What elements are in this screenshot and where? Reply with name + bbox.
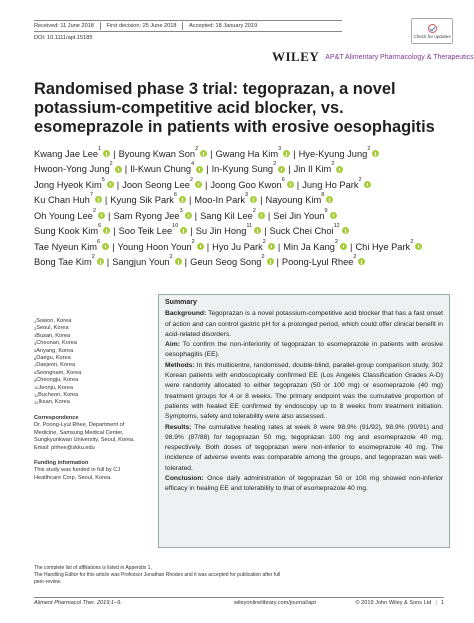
affiliation-item (34, 370, 144, 377)
affiliation-number: 6 (34, 355, 37, 361)
affiliation-item (34, 340, 144, 347)
author (112, 254, 181, 268)
affiliation-marker: 2 (191, 238, 195, 245)
author-separator: | (190, 226, 193, 237)
summary-content (165, 298, 443, 495)
affiliation-number: 3 (34, 333, 37, 339)
affiliation-text: Seoul, Korea (36, 325, 69, 332)
affiliation-marker: 8 (321, 192, 325, 199)
affiliation-marker: 6 (98, 223, 102, 230)
author-separator: | (106, 257, 110, 268)
author (34, 192, 102, 206)
author-name: Tae Nyeun Kim (34, 241, 98, 252)
author-name: Nayoung Kim (265, 195, 322, 206)
author-name: Poong-Lyul Rhee (281, 257, 354, 268)
orcid-icon[interactable] (326, 196, 333, 203)
affiliation-marker: 2 (109, 161, 113, 168)
author (212, 238, 275, 252)
summary-box (158, 294, 450, 548)
background-text: Tegoprazan is a novel potassium-competitive acid blocker that has a fast onset of action and can control gastric pH for a prolonged period, which could offer clinical benefit in acid-related disorders. (165, 310, 443, 338)
article-history-bar (34, 20, 342, 32)
affiliation-number: 10 (34, 385, 39, 391)
affiliation-marker: 6 (281, 176, 285, 183)
author-name: In-Kyung Sung (211, 164, 274, 175)
affiliation-marker: 6 (173, 192, 177, 199)
affiliation-item (34, 385, 144, 392)
author-row (34, 162, 454, 177)
summary-methods (165, 361, 443, 423)
author (293, 161, 344, 175)
affiliation-marker: 2 (367, 146, 371, 152)
orcid-icon[interactable] (340, 243, 347, 250)
author-row (34, 224, 454, 239)
author (113, 207, 191, 221)
summary-conclusion (165, 474, 443, 495)
orcid-icon[interactable] (195, 181, 202, 188)
author-name: Joong Goo Kwon (210, 179, 282, 190)
author-row (34, 255, 454, 270)
orcid-icon[interactable] (330, 212, 337, 219)
orcid-icon[interactable] (258, 212, 265, 219)
affiliation-marker: 2 (189, 176, 193, 183)
page-footer (34, 597, 444, 607)
orcid-icon[interactable] (364, 181, 371, 188)
doi-link[interactable]: DOI: 10.1111/apt.15185 (34, 35, 93, 41)
affiliation-item (34, 318, 144, 325)
author-row (34, 193, 454, 208)
author-name: Hye-Kyung Jung (298, 149, 368, 159)
first-decision-date: First decision: 25 June 2018 (106, 23, 177, 29)
background-label: Background: (165, 310, 207, 318)
affiliation-marker: 2 (195, 146, 199, 152)
citation: Aliment Pharmacol Ther. 2019;1–9. (34, 600, 122, 606)
correspondence-email[interactable]: Email: plrhee@skku.edu (34, 444, 95, 451)
author-separator: | (113, 149, 116, 159)
summary-heading: Summary (165, 299, 197, 306)
author-separator: | (296, 179, 300, 190)
author-name: Chi Hye Park (355, 241, 411, 252)
author-name: Oh Young Lee (34, 210, 93, 221)
affiliation-item (34, 362, 144, 369)
author-name: Sam Ryong Jee (113, 210, 180, 221)
author-separator: | (204, 179, 208, 190)
affiliation-number: 11 (34, 392, 39, 398)
affiliation-marker: 2 (353, 254, 357, 261)
author-separator: | (104, 195, 108, 206)
summary-aim (165, 340, 443, 361)
affiliation-marker: 2 (358, 176, 362, 183)
orcid-icon[interactable] (179, 196, 186, 203)
author-name: Bong Tae Kim (34, 257, 92, 268)
affiliation-item (34, 348, 144, 355)
divider: | (435, 600, 437, 606)
affiliation-text: Bucheon, Korea (38, 392, 79, 399)
author-name: Geun Seog Song (190, 257, 262, 268)
orcid-icon[interactable] (115, 166, 122, 173)
orcid-icon[interactable] (267, 258, 274, 265)
author (118, 223, 188, 237)
author-name: Hyo Ju Park (212, 241, 263, 252)
author-name: Jin Il Kim (293, 164, 332, 175)
journal-name: Alimentary Pharmacology & Therapeutics (345, 53, 474, 61)
affiliation-marker: 5 (101, 176, 105, 183)
affiliation-marker: 12 (333, 223, 340, 230)
author (118, 146, 208, 159)
author (34, 254, 104, 268)
author-separator: | (113, 226, 116, 237)
author (298, 146, 380, 159)
author-separator: | (206, 241, 210, 252)
accepted-date: Accepted: 18 January 2019 (189, 23, 258, 29)
footnote-affiliations: The complete list of affiliations is listed in Appendix 1. (34, 565, 152, 571)
affiliation-marker: 2 (252, 207, 256, 214)
affiliation-marker: 3 (245, 192, 249, 199)
affiliation-marker: 2 (261, 254, 265, 261)
orcid-icon[interactable] (197, 243, 204, 250)
affiliation-text: Daejeon, Korea (36, 362, 76, 369)
journal-abbr-t: T (339, 53, 344, 61)
affiliation-item (34, 399, 144, 406)
publisher-logo: WILEY (272, 49, 320, 64)
author-separator: | (188, 195, 192, 206)
results-label: Results: (165, 423, 192, 431)
author (265, 192, 333, 206)
author-list (34, 147, 454, 271)
summary-results (165, 423, 443, 474)
author-name: Sang Kil Lee (200, 210, 253, 221)
footnote-editor: The Handling Editor for this article was Professor Jonathan Rhodes and it was accepted for publication after full peer-review. (34, 571, 281, 585)
author (110, 192, 186, 206)
author-separator: | (124, 164, 128, 175)
author (355, 238, 422, 252)
author-separator: | (267, 210, 271, 221)
author-name: Kwang Jae Lee (34, 149, 99, 159)
author (34, 207, 105, 221)
affiliation-marker: 6 (97, 238, 101, 245)
orcid-icon[interactable] (250, 196, 257, 203)
affiliation-text: Cheonan, Korea (36, 340, 77, 347)
orcid-icon[interactable] (278, 166, 285, 173)
affiliation-marker: 1 (98, 146, 102, 152)
methods-text: In this multicentre, randomised, double-blind, parallel-group comparison study, 302 Korean patients with endoscopically confirmed EE (Los Angeles Classification Grades A-D) were randomly allocated to either tegoprazan (50 or 100 mg) or esomeprazole (40 mg) treatment groups for 4 or 8 weeks. The primary endpoint was the cumulative proportion of patients with healed EE confirmed by endoscopy up to 8 weeks from treatment initiation. Symptoms, safety and tolerability were also assessed. (165, 361, 443, 421)
affiliation-marker: 3 (179, 207, 183, 214)
author (34, 161, 122, 175)
orcid-icon[interactable] (287, 181, 294, 188)
affiliation-text: Daegu, Korea (36, 355, 71, 362)
author-name: Young Hoon Youn (117, 241, 192, 252)
affiliation-marker: 3 (278, 146, 282, 152)
received-date: Received: 11 June 2018 (34, 23, 94, 29)
author-name: Suck Chei Choi (269, 226, 334, 237)
author (302, 176, 370, 190)
orcid-icon[interactable] (98, 212, 105, 219)
author-separator: | (184, 257, 188, 268)
orcid-icon[interactable] (268, 243, 275, 250)
author (34, 146, 110, 159)
affiliation-marker: 2 (262, 238, 266, 245)
author (273, 207, 336, 221)
author (34, 223, 110, 237)
journal-brand (272, 50, 474, 64)
page-number: 1 (440, 600, 444, 606)
orcid-icon[interactable] (372, 150, 379, 157)
correspondence-heading: Correspondence (34, 414, 79, 421)
orcid-icon[interactable] (358, 258, 365, 265)
author-separator: | (108, 210, 111, 221)
author-separator: | (350, 241, 353, 252)
correspondence-text: Dr. Poong-Lyul Rhee, Department of Medicine, Samsung Medical Center, Sungkyunkwan University, Seoul, Korea. (34, 422, 135, 444)
orcid-icon[interactable] (336, 166, 343, 173)
aim-label: Aim: (165, 341, 180, 349)
author-name: Hwoon-Yong Jung (34, 164, 110, 175)
author (190, 254, 273, 268)
check-for-updates-badge[interactable] (411, 18, 453, 44)
orcid-icon[interactable] (95, 196, 102, 203)
author (210, 176, 293, 190)
author (130, 161, 203, 175)
aim-text: To confirm the non-inferiority of tegoprazan to esomeprazole in patients with erosive oesophagitis (EE). (165, 341, 443, 359)
author (269, 223, 349, 237)
journal-url[interactable]: wileyonlinelibrary.com/journal/apt (234, 600, 316, 606)
article-title: Randomised phase 3 trial: tegoprazan, a novel potassium-competitive acid blocker, vs. esomeprazole in patients with erosive oesophagitis (34, 80, 435, 136)
affiliation-marker: 2 (92, 207, 97, 214)
author-separator: | (194, 210, 198, 221)
affiliation-number: 8 (34, 370, 37, 376)
author-separator: | (260, 195, 263, 206)
affiliation-item (34, 333, 144, 340)
author (281, 254, 366, 268)
author (215, 146, 291, 159)
conclusion-label: Conclusion: (165, 475, 204, 483)
author-name: Il-Kwun Chung (130, 164, 192, 175)
affiliation-text: Iksan, Korea (38, 399, 70, 406)
author-separator: | (288, 164, 291, 175)
journal-name-line (325, 54, 473, 61)
author (283, 238, 347, 252)
funding-heading: Funding information (34, 459, 89, 466)
affiliation-item (34, 392, 144, 399)
author-name: Joon Seong Lee (122, 179, 190, 190)
affiliation-marker: 4 (191, 161, 195, 168)
affiliation-number: 1 (34, 318, 37, 324)
affiliation-number: 4 (34, 340, 37, 346)
author-separator: | (112, 241, 115, 252)
author-separator: | (206, 164, 209, 175)
author-name: Ku Chan Huh (34, 195, 90, 206)
author-row (34, 209, 454, 224)
orcid-icon[interactable] (102, 243, 109, 250)
affiliation-text: Busan, Korea (36, 332, 71, 339)
affiliation-item (34, 355, 144, 362)
author-separator: | (293, 149, 296, 159)
author-separator: | (116, 179, 120, 190)
orcid-icon[interactable] (185, 212, 192, 219)
affiliation-marker: 11 (246, 223, 253, 230)
author-name: Sangjun Youn (112, 257, 170, 268)
footnotes (34, 565, 284, 585)
affiliation-text: Jeonju, Korea (38, 384, 73, 391)
results-text: The cumulative healing rates at week 8 were 98.9% (91/92), 98.9% (90/91) and 98.9% (87/88) for tegoprazan 50 mg, tegoprazan 100 mg and esomeprazole 40 mg, respectively. Both doses of tegoprazan were non-inferior to esomeprazole 40 mg. The incidence of adverse events was comparable among the groups, and tegoprazan was well-tolerated. (165, 423, 443, 472)
affiliation-item (34, 325, 144, 332)
orcid-icon[interactable] (342, 227, 349, 234)
author-name: Moo-In Park (194, 195, 245, 206)
author (122, 176, 202, 190)
copyright-page (355, 600, 444, 606)
author-name: Jung Ho Park (302, 179, 359, 190)
author-name: Soo Teik Lee (118, 226, 173, 237)
author-name: Min Ja Kang (283, 241, 335, 252)
affiliation-marker: 7 (89, 192, 93, 199)
author-separator: | (210, 149, 213, 159)
affiliation-item (34, 377, 144, 384)
affiliation-text: Suwon, Korea (36, 318, 72, 324)
author (194, 192, 257, 206)
check-updates-icon (428, 24, 437, 33)
orcid-icon[interactable] (97, 258, 104, 265)
methods-label: Methods: (165, 361, 195, 369)
side-column (34, 318, 144, 482)
summary-background (165, 309, 443, 340)
author-separator: | (264, 226, 267, 237)
affiliation-marker: 2 (91, 254, 95, 261)
affiliation-number: 5 (34, 348, 37, 354)
affiliation-text: Seongnam, Korea (36, 369, 82, 376)
conclusion-text: Once daily administration of tegoprazan 50 or 100 mg showed non-inferior efficacy in healing EE and tolerability to that of esomeprazole 40 mg. (165, 475, 444, 493)
author-name: Byoung Kwan Son (118, 149, 196, 159)
author-separator: | (277, 241, 281, 252)
author (117, 238, 204, 252)
author (34, 176, 114, 190)
affiliation-marker: 9 (324, 207, 328, 214)
affiliation-marker: 2 (331, 161, 335, 168)
affiliation-text: Anyang, Korea (36, 347, 74, 354)
orcid-icon[interactable] (415, 243, 422, 250)
journal-abbr: AP (325, 53, 335, 61)
affiliation-number: 2 (34, 325, 37, 331)
affiliation-marker: 2 (334, 238, 339, 245)
affiliation-marker: 2 (169, 254, 173, 261)
journal-abbr-amp: & (334, 53, 340, 61)
author-row (34, 147, 454, 162)
copyright: © 2019 John Wiley & Sons Ltd (355, 600, 432, 606)
orcid-icon[interactable] (196, 166, 203, 173)
author-name: Gwang Ha Kim (215, 149, 279, 159)
affiliation-marker: 2 (273, 161, 277, 168)
author-name: Jong Hyeok Kim (34, 179, 102, 190)
orcid-icon[interactable] (107, 181, 114, 188)
author-name: Sei Jin Youn (273, 210, 325, 221)
author (195, 223, 261, 237)
affiliation-number: 9 (34, 377, 37, 383)
author (34, 238, 109, 252)
author (200, 207, 265, 221)
affiliation-text: Cheongju, Korea (36, 377, 79, 384)
author-row (34, 240, 454, 255)
author-row (34, 178, 454, 193)
author-separator: | (276, 257, 279, 268)
author-name: Su Jin Hong (195, 226, 247, 237)
author (211, 161, 286, 175)
badge-label: Check for updates (413, 33, 451, 39)
affiliation-list (34, 318, 144, 407)
funding-text: This study was funded in full by CJ Healthcare Corp, Seoul, Korea. (34, 467, 121, 481)
affiliation-number: 12 (34, 399, 39, 405)
orcid-icon[interactable] (175, 258, 182, 265)
author-name: Sung Kook Kim (34, 226, 99, 237)
affiliation-number: 7 (34, 362, 37, 368)
affiliation-marker: 10 (172, 223, 179, 230)
affiliation-marker: 2 (410, 238, 414, 245)
author-name: Kyung Sik Park (110, 195, 174, 206)
